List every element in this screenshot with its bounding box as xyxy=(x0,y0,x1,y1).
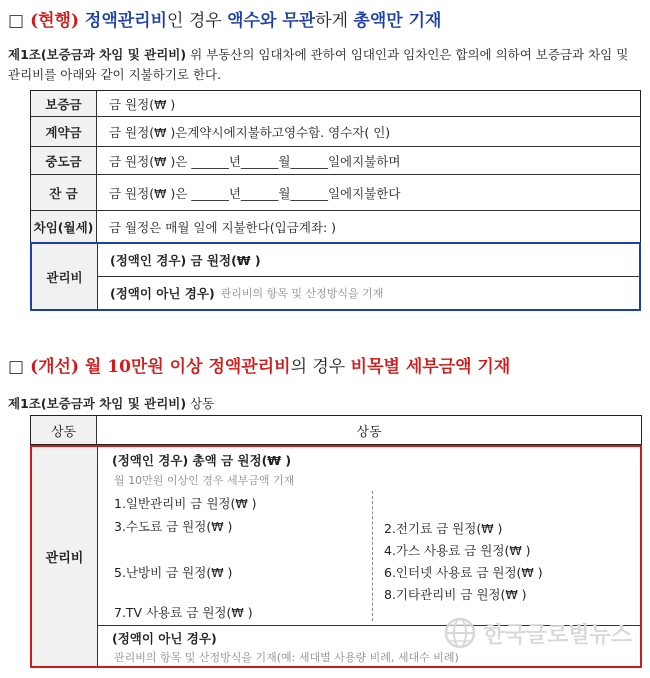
fee-item-general: 1.일반관리비 금 원정(₩ ) xyxy=(114,496,257,511)
heading-part: 월 10만원 이상 정액관리비 xyxy=(79,357,291,377)
payment-table-current xyxy=(30,90,641,311)
row-value: 금 원정(₩ )은 ______년______월______일에지불한다 xyxy=(109,185,401,201)
article1-subheading xyxy=(8,394,214,412)
table-row xyxy=(30,117,641,147)
article-text: 위 부동산의 임대차에 관하여 임대인과 임차인은 합의에 의하여 보증금과 차임 및 관리비를 아래와 같이 지불하기로 한다. xyxy=(8,47,629,82)
row-label: 잔 금 xyxy=(31,175,97,210)
column-divider xyxy=(372,491,373,621)
table-row xyxy=(30,90,641,117)
row-label: 차임(월세) xyxy=(31,211,97,242)
fee-item-gas: 4.가스 사용료 금 원정(₩ ) xyxy=(384,543,531,558)
fee-item-other: 8.기타관리비 금 원정(₩ ) xyxy=(384,587,527,602)
current-tag: (현행) xyxy=(30,11,79,31)
fee-item-tv: 7.TV 사용료 금 원정(₩ ) xyxy=(114,605,253,620)
table-row xyxy=(30,147,641,175)
nonflat-fee-line xyxy=(98,277,639,309)
heading-part: 하게 xyxy=(315,11,354,31)
flat-total-line: (정액인 경우) 총액 금 원정(₩ ) xyxy=(112,453,292,468)
checkbox-square-icon: □ xyxy=(8,11,25,31)
row-label: 중도금 xyxy=(31,147,97,174)
article-text: 상동 xyxy=(186,396,215,411)
management-fee-label: 관리비 xyxy=(32,447,98,666)
watermark-text: 한국글로벌뉴스 xyxy=(483,622,632,648)
fee-item-heating: 5.난방비 금 원정(₩ ) xyxy=(114,565,233,580)
management-fee-box xyxy=(30,242,641,311)
heading-part: 비목별 세부금액 기재 xyxy=(350,357,511,377)
improved-tag: (개선) xyxy=(30,357,79,377)
nonflat-fee-line: (정액이 아닌 경우) xyxy=(112,631,217,646)
header-right-cell: 상동 xyxy=(356,424,382,440)
row-label: 계약금 xyxy=(31,117,97,146)
section2-heading xyxy=(8,352,510,377)
nonflat-fee-note: 관리비의 항목 및 산정방식을 기재 xyxy=(220,287,384,300)
article-title: 제1조(보증금과 차임 및 관리비) xyxy=(8,47,187,62)
heading-part: 인 경우 xyxy=(167,11,228,31)
header-left-cell: 상동 xyxy=(31,416,97,444)
row-value: 금 원정(₩ ) xyxy=(109,96,176,112)
flat-fee-text: (정액인 경우) 금 원정(₩ ) xyxy=(110,253,261,268)
table-row xyxy=(30,175,641,211)
flat-fee-line xyxy=(98,244,639,276)
checkbox-square-icon: □ xyxy=(8,357,25,377)
table-header-row xyxy=(30,415,642,445)
management-fee-label: 관리비 xyxy=(32,244,98,309)
nonflat-fee-text: (정액이 아닌 경우) xyxy=(110,286,215,301)
row-value: 금 원정(₩ )은계약시에지불하고영수함. 영수자( 인) xyxy=(109,124,391,140)
flat-detail-note: 월 10만원 이상인 경우 세부금액 기재 xyxy=(114,474,295,487)
fee-item-water: 3.수도료 금 원정(₩ ) xyxy=(114,519,233,534)
row-value: 금 월정은 매월 일에 지불한다(입금계좌: ) xyxy=(109,219,337,235)
fee-item-electricity: 2.전기료 금 원정(₩ ) xyxy=(384,521,503,536)
article1-paragraph xyxy=(8,45,644,85)
section1-heading xyxy=(8,6,441,31)
nonflat-fee-note: 관리비의 항목 및 산정방식을 기재(예: 세대별 사용량 비례, 세대수 비례) xyxy=(114,651,459,664)
row-label: 보증금 xyxy=(31,91,97,116)
heading-part: 정액관리비 xyxy=(79,11,168,31)
globe-logo-icon xyxy=(443,616,477,650)
heading-part: 의 경우 xyxy=(290,357,351,377)
table-row xyxy=(30,211,641,242)
article-title: 제1조(보증금과 차임 및 관리비) xyxy=(8,396,187,411)
heading-part: 총액만 기재 xyxy=(353,11,442,31)
watermark xyxy=(443,616,632,650)
row-value: 금 원정(₩ )은 ______년______월______일에지불하며 xyxy=(109,153,401,169)
heading-part: 액수와 무관 xyxy=(227,11,316,31)
fee-item-internet: 6.인터넷 사용료 금 원정(₩ ) xyxy=(384,565,543,580)
